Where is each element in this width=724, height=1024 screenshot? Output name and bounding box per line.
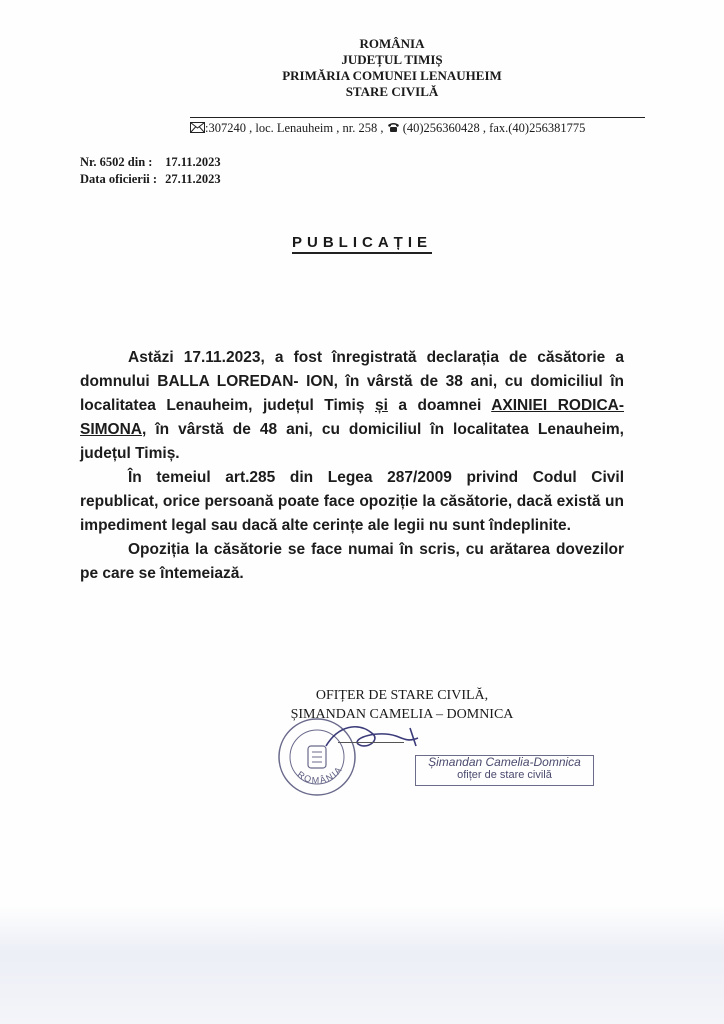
document-title-text: PUBLICAȚIE: [292, 234, 432, 254]
scan-artifact-band: [0, 905, 724, 1024]
name-stamp-role: ofițer de stare civilă: [457, 769, 552, 781]
header-department: STARE CIVILĂ: [345, 84, 439, 99]
reg-number-date: 17.11.2023: [165, 155, 221, 169]
contact-address: :307240 , loc. Lenauheim , nr. 258 ,: [205, 121, 384, 135]
header-town-hall: PRIMĂRIA COMUNEI LENAUHEIM: [282, 68, 502, 83]
p1-text-b: , în vârstă de 38 ani, cu domiciliul în localitatea Lenauheim, județul Timiș: [80, 373, 624, 414]
officer-role: OFIȚER DE STARE CIVILĂ,: [315, 688, 489, 703]
registration-info: [80, 154, 221, 188]
paragraph-opposition: Opoziția la căsătorie se face numai în scris, cu arătarea dovezilor pe care se întemeiază.: [80, 541, 624, 582]
name-stamp-name: Șimandan Camelia-Domnica: [428, 755, 581, 769]
header-county: JUDEȚUL TIMIȘ: [341, 52, 443, 67]
envelope-icon: [190, 121, 205, 136]
contact-line: [190, 121, 585, 136]
publication-body: [80, 346, 624, 586]
paragraph-legal-basis: În temeiul art.285 din Legea 287/2009 privind Codul Civil republicat, orice persoană poate face opoziție la căsătorie, dacă există un impediment legal sau dacă alte cerințe ale legii nu sunt îndeplinite.: [80, 469, 624, 534]
p1-text-c: a doamnei: [387, 397, 492, 414]
contact-phone-fax: (40)256360428 , fax.(40)256381775: [402, 121, 586, 135]
svg-text:ROMÂNIA: [296, 764, 345, 785]
officiation-date: 27.11.2023: [165, 172, 221, 186]
p1-text-d: , în vârstă de 48 ani, cu domiciliul în localitatea Lenauheim, județul Timiș.: [80, 421, 624, 462]
p1-and-word: și: [374, 397, 388, 414]
signature-line: [338, 742, 404, 743]
header-country: ROMÂNIA: [359, 36, 425, 51]
officiation-date-label: Data oficierii :: [80, 172, 158, 186]
bride-name: AXINIEI RODICA- SIMONA: [80, 397, 624, 438]
p1-text-a: Astăzi 17.11.2023, a fost înregistrată declarația de căsătorie a domnului: [80, 349, 624, 390]
document-title: [0, 234, 724, 251]
seal-country-text: ROMÂNIA: [295, 764, 345, 786]
header-divider: [190, 117, 645, 118]
officer-name-stamp: [415, 755, 594, 786]
document-header: [0, 36, 724, 100]
phone-icon: [387, 121, 400, 136]
groom-name: BALLA LOREDAN- ION: [157, 373, 334, 390]
officer-name: ȘIMANDAN CAMELIA – DOMNICA: [290, 707, 514, 722]
reg-number-label: Nr. 6502 din :: [80, 155, 153, 169]
paragraph-declaration: [80, 346, 624, 466]
